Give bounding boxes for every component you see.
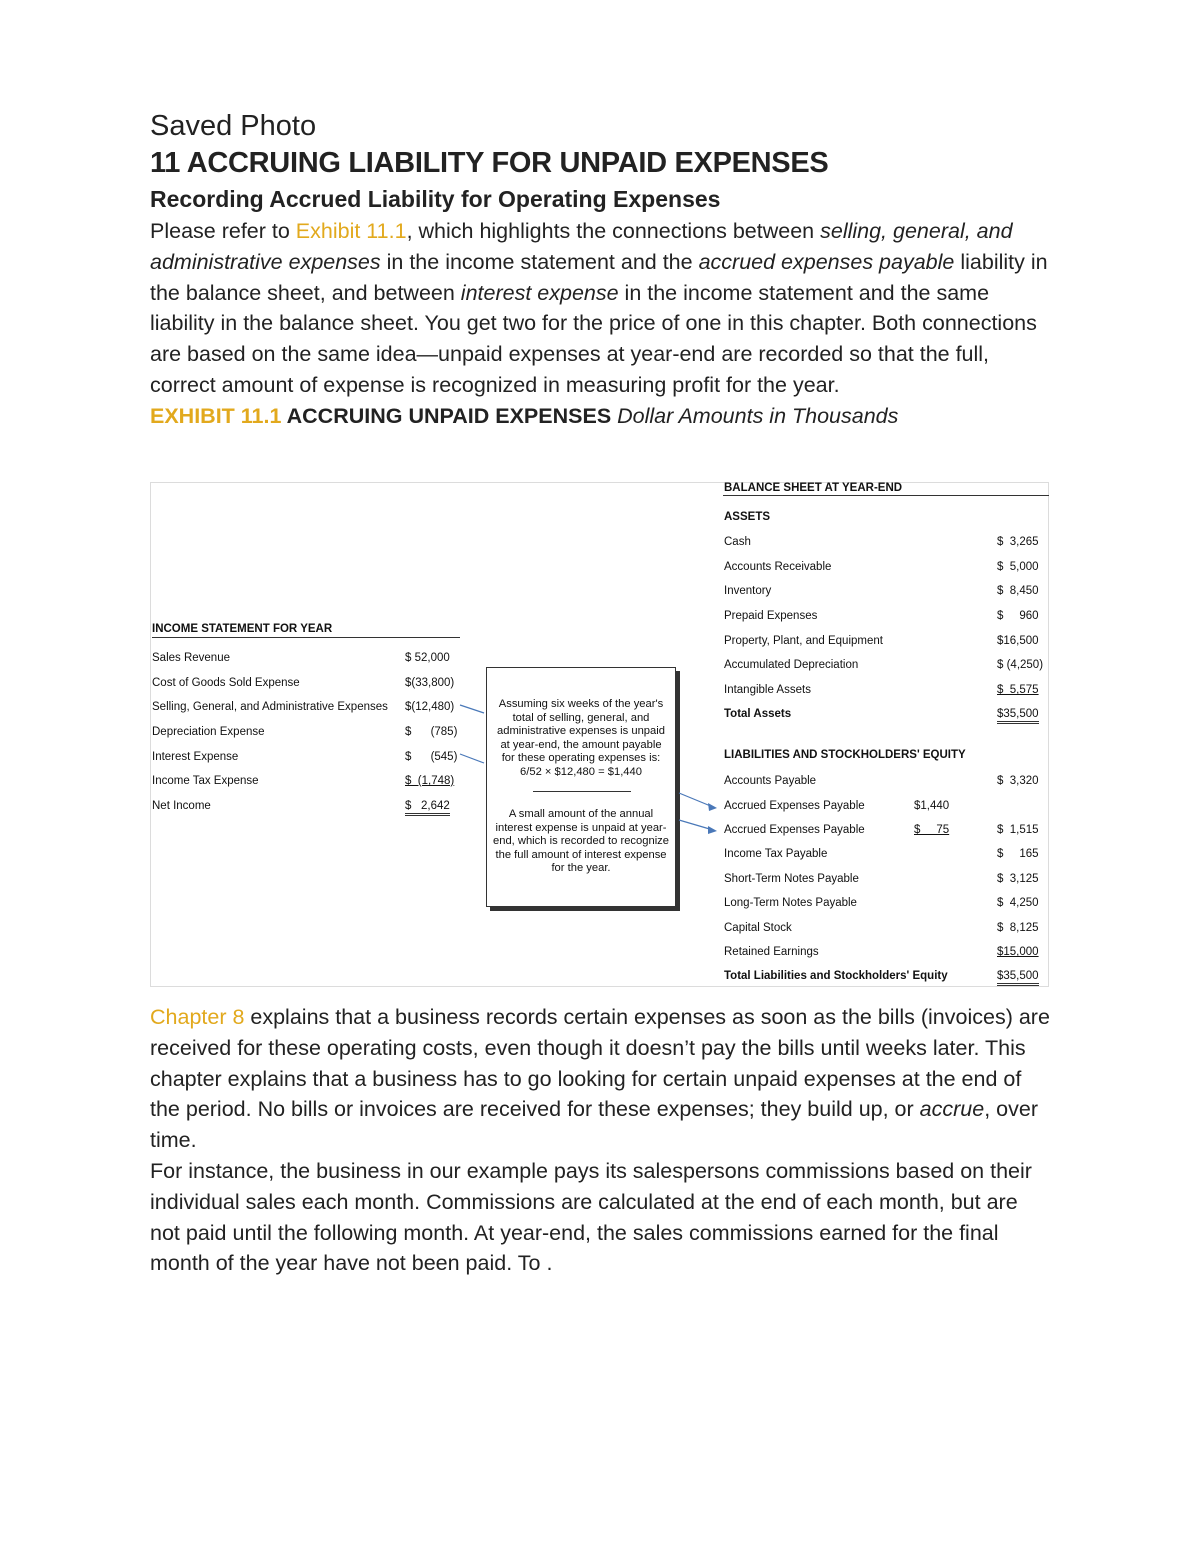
bs-value: $ 8,450 — [997, 585, 1039, 597]
total-assets-value: $35,500 — [997, 708, 1039, 724]
divider — [723, 495, 1049, 496]
assets-heading: ASSETS — [724, 511, 771, 523]
bs-label: Long-Term Notes Payable — [724, 897, 857, 909]
total-liabilities-value: $35,500 — [997, 970, 1039, 986]
callout-text-1: Assuming six weeks of the year's total of selling, general, and administrative expenses is unpaid at year-end, the amount payable for these operating expenses is: 6/52 × $12,480 = $1,440 — [497, 698, 665, 778]
text: , which highlights the connections between — [406, 219, 821, 243]
section-title: Recording Accrued Liability for Operating Expenses — [150, 186, 721, 212]
bs-value: $ 165 — [997, 848, 1039, 860]
text: accrued expenses payable — [698, 249, 955, 274]
accrued-expenses-label: Accrued Expenses Payable — [724, 800, 865, 812]
bs-value: $ 1,515 — [997, 824, 1039, 836]
bs-label: Intangible Assets — [724, 684, 811, 696]
is-label: Selling, General, and Administrative Expenses — [152, 701, 388, 713]
is-label: Net Income — [152, 800, 211, 812]
exhibit-title — [150, 401, 1050, 432]
callout-text-2: A small amount of the annual interest expense is unpaid at year-end, which is recorded to recognize the full amount of interest expense for the year. — [493, 808, 669, 874]
bs-value: $ 3,320 — [997, 775, 1039, 787]
bs-value: $ 8,125 — [997, 922, 1039, 934]
bs-value: $ 5,000 — [997, 561, 1039, 573]
bs-label: Accounts Payable — [724, 775, 817, 787]
connector-line — [460, 754, 484, 763]
bs-value: $ 5,575 — [997, 684, 1039, 696]
is-value: $ (545) — [405, 751, 458, 763]
accrued-subvalue: $1,440 — [914, 800, 950, 812]
chapter-title: 11 ACCRUING LIABILITY FOR UNPAID EXPENSES — [150, 147, 829, 179]
income-statement-heading: INCOME STATEMENT FOR YEAR — [152, 623, 333, 635]
text: selling, general, and administrative expenses — [150, 219, 1013, 274]
accrued-expenses-label: Accrued Expenses Payable — [724, 824, 865, 836]
text: explains that a business records certain expenses as soon as the bills (invoices) are received for these operating costs, even though it doesn’t pay the bills until weeks later. This chapter explains that a business has to go looking for certain unpaid expenses at the end of the period. No bills or invoices are received for these expenses; they build up, or — [150, 1005, 1050, 1122]
is-label: Depreciation Expense — [152, 726, 265, 738]
example-paragraph: For instance, the business in our example pays its salespersons commissions based on their individual sales each month. Commissions are calculated at the end of each month, but are not paid until the following month. At year-end, the sales commissions earned for the final month of the year have not been paid. To . — [150, 1158, 1032, 1276]
balance-sheet-heading: BALANCE SHEET AT YEAR-END — [724, 482, 903, 494]
bs-label: Property, Plant, and Equipment — [724, 635, 883, 647]
bs-label: Accumulated Depreciation — [724, 659, 859, 671]
chapter-8-paragraph — [150, 1002, 1050, 1156]
exhibit-link[interactable]: Exhibit 11.1 — [295, 219, 407, 243]
is-label: Sales Revenue — [152, 652, 230, 664]
exhibit-label-link[interactable]: EXHIBIT 11.1 — [150, 403, 282, 428]
is-value: $ (1,748) — [405, 775, 455, 787]
bs-value: $ 4,250 — [997, 897, 1039, 909]
document-title: Saved Photo — [150, 110, 317, 142]
arrowhead — [708, 826, 717, 834]
exhibit-unit: Dollar Amounts in Thousands — [617, 403, 899, 428]
intro-paragraph — [150, 216, 1050, 401]
exhibit-title-text: ACCRUING UNPAID EXPENSES — [281, 403, 618, 428]
is-label: Cost of Goods Sold Expense — [152, 677, 300, 689]
is-value: $(33,800) — [405, 677, 455, 689]
accrued-subvalue: $ 75 — [914, 824, 950, 836]
bs-label: Accounts Receivable — [724, 561, 832, 573]
bs-value: $ 3,265 — [997, 536, 1039, 548]
bs-label: Capital Stock — [724, 922, 792, 934]
bs-label: Cash — [724, 536, 751, 548]
is-value: $ 52,000 — [405, 652, 450, 664]
text: interest expense — [460, 280, 619, 305]
total-assets-label: Total Assets — [724, 708, 792, 720]
bs-value: $ (4,250) — [997, 659, 1044, 671]
exhibit-figure — [150, 482, 1049, 987]
connector-line — [679, 820, 713, 830]
text: liability in the balance sheet, and between — [150, 249, 1048, 305]
is-label: Interest Expense — [152, 751, 239, 763]
connector-line — [460, 705, 484, 713]
arrowhead — [708, 803, 717, 811]
connector-arrows — [151, 483, 1050, 988]
text: , over time. — [150, 1097, 1038, 1153]
chapter-8-link[interactable]: Chapter 8 — [150, 1005, 245, 1029]
text: Please refer to — [150, 219, 296, 243]
bs-value: $16,500 — [997, 635, 1039, 647]
text: accrue — [919, 1097, 985, 1122]
text: in the income statement and the same liability in the balance sheet. You get two for the price of one in this chapter. Both connections are based on the same idea—unpaid expenses at year-end are recorded so that the full, correct amount of expense is recognized in measuring profit for the year. — [150, 280, 1037, 397]
bs-value: $ 3,125 — [997, 873, 1039, 885]
bs-label: Retained Earnings — [724, 946, 819, 958]
is-value: $ (785) — [405, 726, 458, 738]
body-text — [150, 1002, 1050, 1279]
total-liabilities-label: Total Liabilities and Stockholders' Equity — [724, 970, 948, 982]
is-value: $(12,480) — [405, 701, 455, 713]
liabilities-heading: LIABILITIES AND STOCKHOLDERS' EQUITY — [724, 749, 966, 761]
bs-label: Prepaid Expenses — [724, 610, 818, 622]
bs-value: $15,000 — [997, 946, 1039, 958]
bs-value: $ 960 — [997, 610, 1039, 622]
is-label: Income Tax Expense — [152, 775, 259, 787]
bs-label: Income Tax Payable — [724, 848, 828, 860]
connector-line — [679, 793, 713, 807]
bs-label: Short-Term Notes Payable — [724, 873, 859, 885]
bs-label: Inventory — [724, 585, 772, 597]
text: in the income statement and the — [380, 249, 699, 274]
is-value: $ 2,642 — [405, 800, 450, 816]
document-header — [150, 108, 1050, 432]
